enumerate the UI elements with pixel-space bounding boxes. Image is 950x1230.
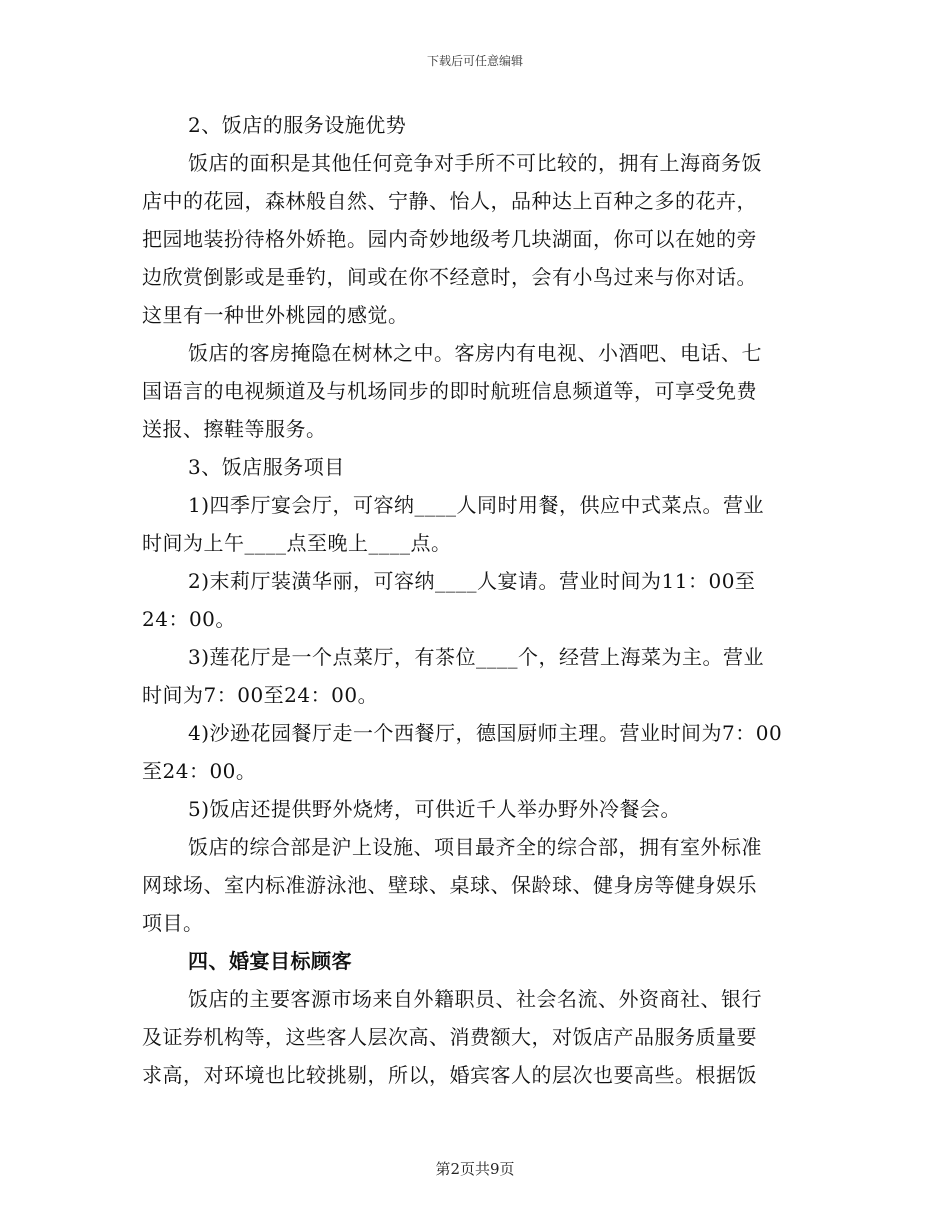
paragraph-line: 及证券机构等，这些客人层次高、消费额大，对饭店产品服务质量要	[142, 1025, 757, 1049]
paragraph-line: 国语言的电视频道及与机场同步的即时航班信息频道等，可享受免费	[142, 379, 757, 403]
paragraph-line: 店中的花园，森林般自然、宁静、怡人，品种达上百种之多的花卉，	[142, 189, 757, 213]
paragraph-line: 求高，对环境也比较挑剔，所以，婚宾客人的层次也要高些。根据饭	[142, 1063, 757, 1087]
paragraph-line: 送报、擦鞋等服务。	[142, 417, 327, 441]
paragraph-line: 这里有一种世外桃园的感觉。	[142, 303, 409, 327]
paragraph-line: 饭店的客房掩隐在树林之中。客房内有电视、小酒吧、电话、七	[188, 341, 762, 365]
section-heading: 2、饭店的服务设施优势	[188, 113, 407, 137]
section-heading: 3、饭店服务项目	[188, 455, 345, 479]
list-item-continuation: 24：00。	[142, 607, 236, 631]
list-item: 5)饭店还提供野外烧烤，可供近千人举办野外冷餐会。	[188, 797, 682, 821]
document-body	[142, 106, 812, 1094]
paragraph-line: 把园地装扮待格外娇艳。园内奇妙地级考几块湖面，你可以在她的旁	[142, 227, 757, 251]
paragraph-line: 边欣赏倒影或是垂钓，间或在你不经意时，会有小鸟过来与你对话。	[142, 265, 757, 289]
list-item: 2)末莉厅装潢华丽，可容纳____人宴请。营业时间为11：00至	[188, 569, 756, 593]
paragraph-line: 饭店的面积是其他任何竞争对手所不可比较的，拥有上海商务饭	[188, 151, 762, 175]
paragraph-line: 项目。	[142, 911, 204, 935]
list-item-continuation: 时间为7：00至24：00。	[142, 683, 379, 707]
list-item-continuation: 至24：00。	[142, 759, 257, 783]
chapter-heading: 四、婚宴目标顾客	[188, 949, 352, 973]
page-number: 第2页共9页	[435, 1160, 515, 1178]
list-item: 3)莲花厅是一个点菜厅，有茶位____个，经营上海菜为主。营业	[188, 645, 765, 669]
list-item: 1)四季厅宴会厅，可容纳____人同时用餐，供应中式菜点。营业	[188, 493, 765, 517]
paragraph-line: 饭店的主要客源市场来自外籍职员、社会名流、外资商社、银行	[188, 987, 762, 1011]
page-header: 下载后可任意编辑	[426, 54, 523, 68]
list-item-continuation: 时间为上午____点至晚上____点。	[142, 531, 452, 555]
paragraph-line: 饭店的综合部是沪上设施、项目最齐全的综合部，拥有室外标准	[188, 835, 762, 859]
paragraph-line: 网球场、室内标准游泳池、壁球、桌球、保龄球、健身房等健身娱乐	[142, 873, 757, 897]
list-item: 4)沙逊花园餐厅走一个西餐厅，德国厨师主理。营业时间为7：00	[188, 721, 783, 745]
